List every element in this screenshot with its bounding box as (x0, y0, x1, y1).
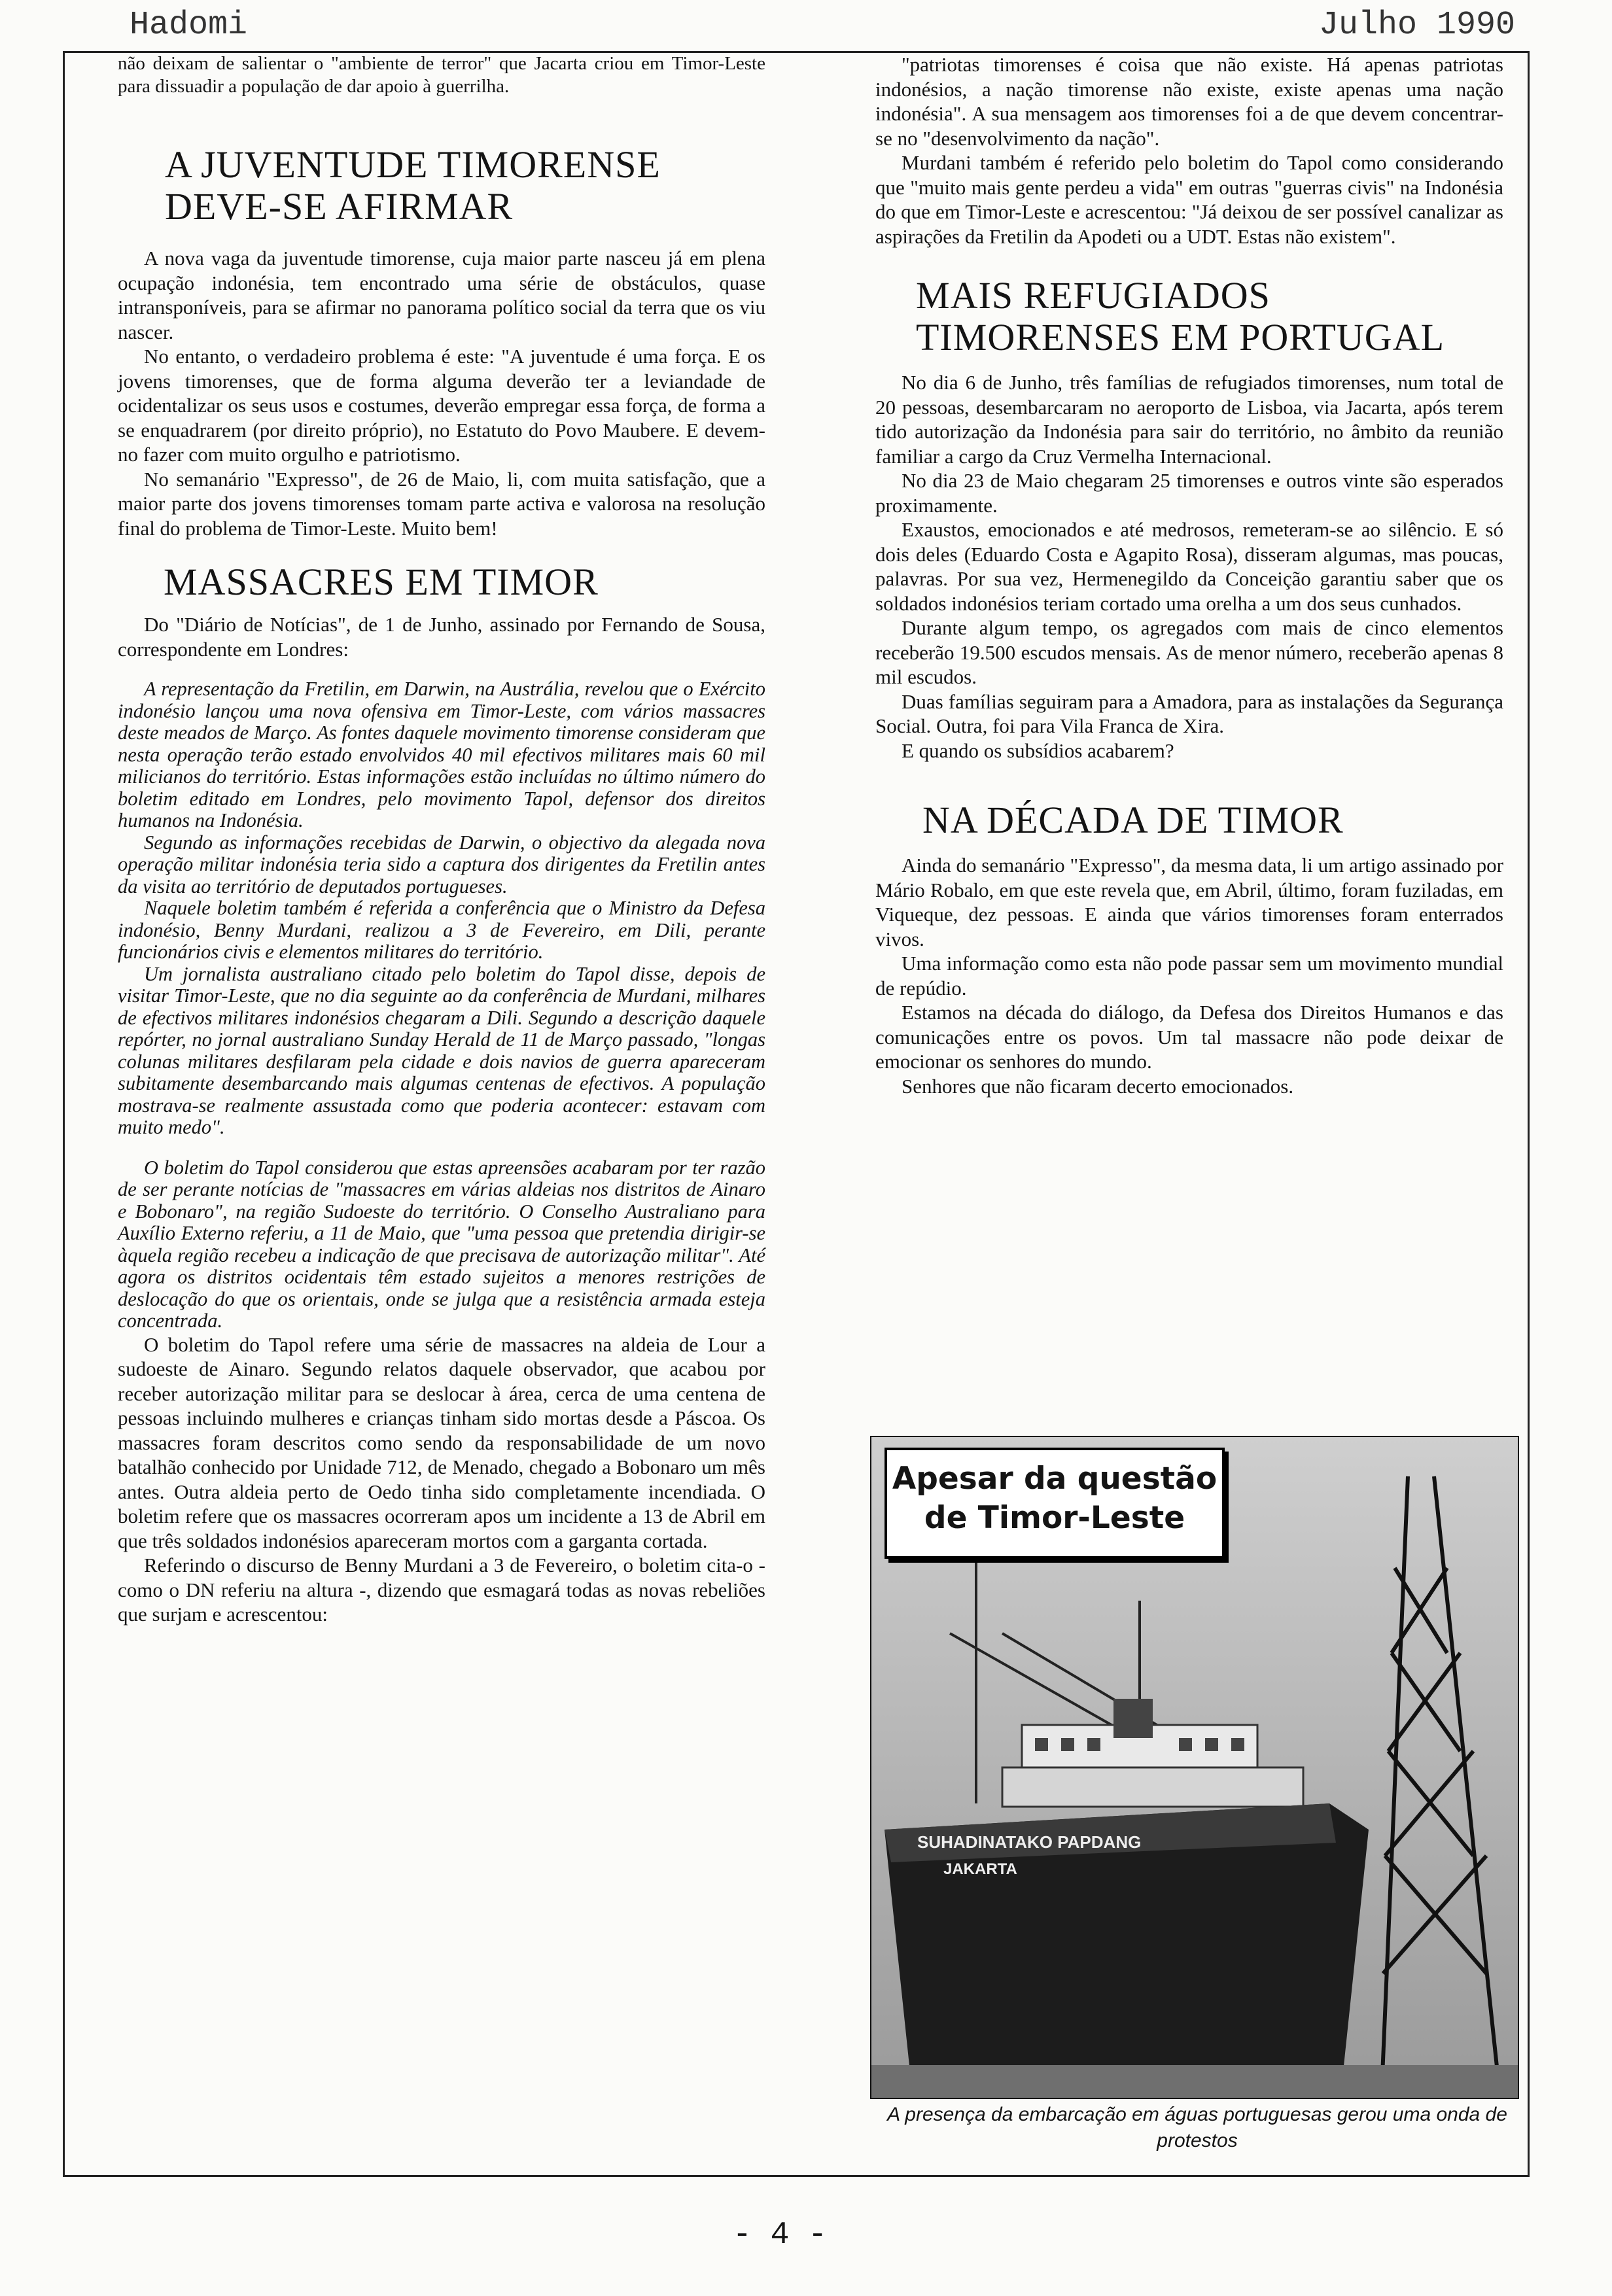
quoted-text (118, 678, 765, 1332)
paragraph: Duas famílias seguiram para a Amadora, para as instalações da Segurança Social. Outra, foi para Vila Franca de Xira. (875, 689, 1503, 737)
paragraph: Senhores que não ficaram decerto emocionados. (902, 1074, 1294, 1098)
paragraph: Ainda do semanário "Expresso", da mesma data, li um artigo assinado por Mário Robalo, em que este revela que, em Abril, último, foram fuziladas, em Viqueque, dez pessoas. E ainda que vários timorenses foram enterrados vivos. (875, 854, 1503, 950)
ship-port-text: JAKARTA (943, 1860, 1017, 1878)
paragraph: Durante algum tempo, os agregados com mais de cinco elementos receberão 19.500 escudos mensais. As de menor número, receberão apenas 8 mil escudos. (875, 616, 1503, 688)
massacres-title: MASSACRES EM TIMOR (164, 561, 599, 603)
massacres-article (118, 612, 765, 1627)
quote-paragraph: Segundo as informações recebidas de Darwin, o objectivo da alegada nova operação militar indonésia teria sido a captura dos dirigentes da Fretilin antes da visita ao território de deputados portugueses. (118, 831, 765, 897)
juventude-title-line2: DEVE-SE AFIRMAR (165, 185, 514, 228)
paragraph: Do "Diário de Notícias", de 1 de Junho, assinado por Fernando de Sousa, correspondente em Londres: (118, 613, 765, 661)
intro-text: não deixam de salientar o "ambiente de terror" que Jacarta criou em Timor-Leste para dissuadir a população de dar apoio à guerrilha. (118, 53, 765, 97)
paragraph: No semanário "Expresso", de 26 de Maio, li, com muita satisfação, que a maior parte dos jovens timorenses tomam parte activa e valorosa na resolução final do problema de Timor-Leste. Muito bem! (118, 467, 765, 540)
paragraph: Exaustos, emocionados e até medrosos, remeteram-se ao silêncio. E só dois deles (Eduardo Costa e Agapito Rosa), disseram algumas, mas poucas, palavras. Por sua vez, Hermenegildo da Conceição garantiu saber que os soldados indonésios teriam cortado uma orelha a um dos seus cunhados. (875, 518, 1503, 615)
ship-name-text: SUHADINATAKO PAPDANG (917, 1832, 1142, 1852)
paragraph: A nova vaga da juventude timorense, cuja maior parte nasceu já em plena ocupação indonésia, tem encontrado uma série de obstáculos, quase intransponíveis, para se afirmar no panorama político social da terra que os viu nascer. (118, 247, 765, 343)
photo-headline-line1: Apesar da questão (892, 1461, 1218, 1497)
photo-headline-line2: de Timor-Leste (924, 1500, 1185, 1536)
issue-date: Julho 1990 (1318, 7, 1515, 44)
right-border (1528, 51, 1530, 2177)
paragraph: E quando os subsídios acabarem? (902, 739, 1174, 762)
juventude-article (118, 246, 765, 540)
photo-caption: A presença da embarcação em águas portuguesas gerou uma onda de protestos (887, 2104, 1507, 2151)
quote-paragraph: Um jornalista australiano citado pelo boletim do Tapol disse, depois de visitar Timor-Leste, que no dia seguinte ao da conferência de Murdani, milhares de efectivos militares indonésios chegaram a Dili. Segundo a descrição daquele repórter, no jornal australiano Sunday Herald de 11 de Março passado, "longas colunas militares desfilaram pela cidade e dois navios de guerra apareceram subitamente desembarcando mais algumas centenas de efectivos. A população mostrava-se realmente assustada como que poderia acontecer: estavam com muito medo". (118, 962, 765, 1138)
page-number: - 4 - (733, 2218, 828, 2253)
publication-name: Hadomi (130, 7, 248, 44)
quote-paragraph: A representação da Fretilin, em Darwin, na Austrália, revelou que o Exército indonésio lançou uma nova ofensiva em Timor-Leste, com vários massacres deste meados de Março. As fontes daquele movimento timorense consideram que nesta operação terão estado envolvidos 40 mil efectivos militares mais 60 mil milicianos do território. Estas informações estão incluídas no último número do boletim editado em Londres, pelo movimento Tapol, defensor dos direitos humanos na Indonésia. (118, 678, 765, 831)
paragraph: No dia 23 de Maio chegaram 25 timorenses e outros vinte são esperados proximamente. (875, 469, 1503, 517)
refugiados-title-line2: TIMORENSES EM PORTUGAL (916, 316, 1445, 358)
decada-article (875, 853, 1503, 1098)
bottom-rule (63, 2175, 1530, 2177)
paragraph: Uma informação como esta não pode passar sem um movimento mundial de repúdio. (875, 952, 1503, 1000)
continued-text: Murdani também é referido pelo boletim do Tapol como considerando que "muito mais gente perdeu a vida" em outras "guerras civis" na Indonésia do que em Timor-Leste e acrescentou: "Já deixou de ser possível canalizar as aspirações da Fretilin da Apodeti ou a UDT. Estas não existem". (875, 151, 1503, 248)
quote-paragraph: Naquele boletim também é referida a conferência que o Ministro da Defesa indonésio, Benny Murdani, realizou a 3 de Fevereiro, em Dili, perante funcionários civis e elementos militares do território. (118, 897, 765, 963)
ship-photo (870, 1436, 1519, 2099)
paragraph: Estamos na década do diálogo, da Defesa dos Direitos Humanos e das comunicações entre os povos. Um tal massacre não pode deixar de emocionar os senhores do mundo. (875, 1001, 1503, 1073)
paragraph: No entanto, o verdadeiro problema é este: "A juventude é uma força. E os jovens timorenses, que de forma alguma deverão ter a leviandade de ocidentalizar os seus usos e costumes, deverão empregar essa força, de forma a se enquadrarem (por direito próprio), no Estatuto do Povo Maubere. E devem-no fazer com muito orgulho e patriotismo. (118, 345, 765, 466)
left-border (63, 51, 65, 2177)
refugiados-article (875, 370, 1503, 763)
decada-title: NA DÉCADA DE TIMOR (922, 799, 1344, 841)
quote-paragraph: O boletim do Tapol considerou que estas apreensões acabaram por ter razão de ser perante notícias de "massacres em várias aldeias nos distritos de Ainaro e Bobonaro", na região Sudoeste do território. O Conselho Australiano para Auxílio Externo referiu, a 11 de Maio, que "uma pessoa que pretendia dirigir-se àquela região recebeu a indicação de que precisava de autorização militar". Até agora os distritos ocidentais têm estado sujeitos a menores restrições de deslocação do que os orientais, onde se julga que a resistência armada esteja concentrada. (118, 1156, 765, 1332)
juventude-title-line1: A JUVENTUDE TIMORENSE (165, 143, 661, 186)
paragraph: Referindo o discurso de Benny Murdani a 3 de Fevereiro, o boletim cita-o - como o DN referiu na altura -, dizendo que esmagará todas as novas rebeliões que surjam e acrescentou: (118, 1554, 765, 1626)
paragraph: No dia 6 de Junho, três famílias de refugiados timorenses, num total de 20 pessoas, desembarcaram no aeroporto de Lisboa, via Jacarta, após terem tido autorização da Indonésia para sair do território, no âmbito da reunião familiar a cargo da Cruz Vermelha Internacional. (875, 371, 1503, 468)
dock (871, 2065, 1518, 2098)
photo-headline (885, 1448, 1225, 1559)
continued-text: "patriotas timorenses é coisa que não existe. Há apenas patriotas indonésios, a nação timorense não existe, existe apenas uma nação indonésia". A sua mensagem aos timorenses foi a de que devem concentrar-se no "desenvolvimento da nação". (875, 53, 1503, 150)
right-column (875, 52, 1503, 1098)
refugiados-title-line1: MAIS REFUGIADOS (916, 274, 1270, 317)
paragraph: O boletim do Tapol refere uma série de massacres na aldeia de Lour a sudoeste de Ainaro. Segundo relatos daquele observador, que acabou por receber autorização militar para se deslocar à área, cerca de uma centena de pessoas incluindo mulheres e crianças tinham sido mortas desde a Páscoa. Os massacres foram descritos como sendo da responsabilidade de um novo batalhão conhecido por Unidade 712, de Menado, chegado a Bobonaro um mês antes. Outra aldeia perto de Oedo tinha sido completamente incendiada. O boletim refere que os massacres ocorreram apos um incidente a 13 de Abril em que três soldados indonésios apareceram mortos com a garganta cortada. (118, 1332, 765, 1552)
left-column (118, 52, 765, 1627)
